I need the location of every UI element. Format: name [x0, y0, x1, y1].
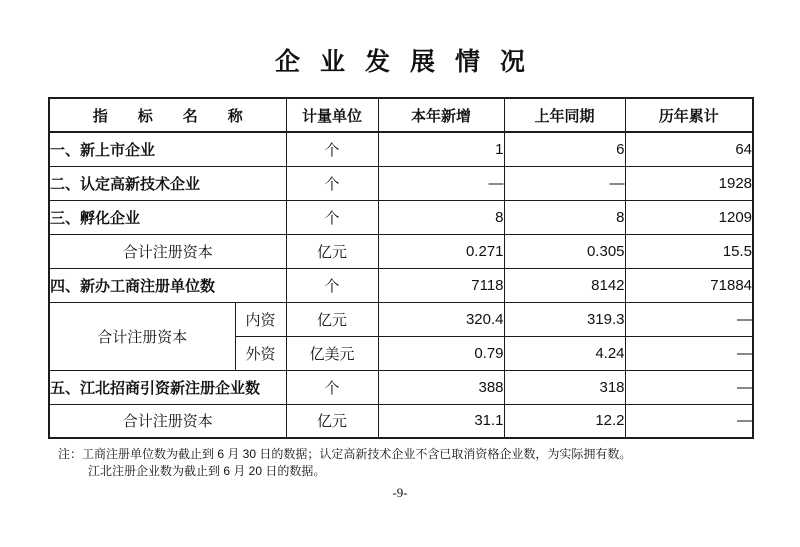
- value-current: 31.1: [378, 404, 504, 438]
- value-prior: 318: [504, 370, 625, 404]
- footnote: [58, 446, 758, 480]
- value-prior: 0.305: [504, 234, 625, 268]
- value-cumulative: —: [625, 370, 753, 404]
- table-row: [49, 200, 753, 234]
- column-header-prior-year: 上年同期: [504, 98, 625, 132]
- value-cumulative: 71884: [625, 268, 753, 302]
- unit-cell: 个: [286, 268, 378, 302]
- value-cumulative: 1928: [625, 166, 753, 200]
- row-label: 一、新上市企业: [49, 132, 286, 166]
- enterprise-development-table: [48, 97, 754, 439]
- column-header-cumulative: 历年累计: [625, 98, 753, 132]
- unit-cell: 亿美元: [286, 336, 378, 370]
- unit-cell: 亿元: [286, 302, 378, 336]
- document-title-text: 企业发展情况: [274, 48, 545, 76]
- table-row: [49, 370, 753, 404]
- value-prior: 12.2: [504, 404, 625, 438]
- value-current: 0.79: [378, 336, 504, 370]
- value-current: 1: [378, 132, 504, 166]
- value-current: 8: [378, 200, 504, 234]
- row-label: 二、认定高新技术企业: [49, 166, 286, 200]
- row-label-subtotal: 合计注册资本: [49, 404, 286, 438]
- value-prior: 8: [504, 200, 625, 234]
- unit-cell: 个: [286, 200, 378, 234]
- row-label: 三、孵化企业: [49, 200, 286, 234]
- value-current: —: [378, 166, 504, 200]
- row-label: 四、新办工商注册单位数: [49, 268, 286, 302]
- footnote-line-2: 江北注册企业数为截止到 6 月 20 日的数据。: [88, 464, 326, 478]
- table-row: [49, 268, 753, 302]
- value-current: 388: [378, 370, 504, 404]
- unit-cell: 亿元: [286, 404, 378, 438]
- value-cumulative: 64: [625, 132, 753, 166]
- row-label: 五、江北招商引资新注册企业数: [49, 370, 286, 404]
- unit-cell: 个: [286, 370, 378, 404]
- value-cumulative: —: [625, 302, 753, 336]
- sublabel-domestic: 内资: [235, 302, 286, 336]
- value-prior: 319.3: [504, 302, 625, 336]
- value-current: 0.271: [378, 234, 504, 268]
- value-current: 320.4: [378, 302, 504, 336]
- unit-cell: 亿元: [286, 234, 378, 268]
- table-row: [49, 132, 753, 166]
- column-header-current-year: 本年新增: [378, 98, 504, 132]
- value-cumulative: —: [625, 404, 753, 438]
- value-cumulative: 15.5: [625, 234, 753, 268]
- value-cumulative: 1209: [625, 200, 753, 234]
- table-header-row: [49, 98, 753, 132]
- value-prior: 4.24: [504, 336, 625, 370]
- value-prior: 8142: [504, 268, 625, 302]
- column-header-unit: 计量单位: [286, 98, 378, 132]
- unit-cell: 个: [286, 166, 378, 200]
- document-title: [0, 42, 800, 78]
- value-cumulative: —: [625, 336, 753, 370]
- unit-cell: 个: [286, 132, 378, 166]
- table-row: [49, 234, 753, 268]
- table-row: [49, 166, 753, 200]
- row-label-subtotal-merged: 合计注册资本: [49, 302, 235, 370]
- row-label-subtotal: 合计注册资本: [49, 234, 286, 268]
- value-prior: 6: [504, 132, 625, 166]
- value-current: 7118: [378, 268, 504, 302]
- sublabel-foreign: 外资: [235, 336, 286, 370]
- column-header-indicator: 指标名称: [49, 98, 286, 132]
- page-number: -9-: [392, 485, 408, 500]
- value-prior: —: [504, 166, 625, 200]
- table-row: [49, 302, 753, 336]
- table-row: [49, 404, 753, 438]
- footnote-line-1: 注：工商注册单位数为截止到 6 月 30 日的数据；认定高新技术企业不含已取消资格企业数，为实际拥有数。: [58, 447, 632, 461]
